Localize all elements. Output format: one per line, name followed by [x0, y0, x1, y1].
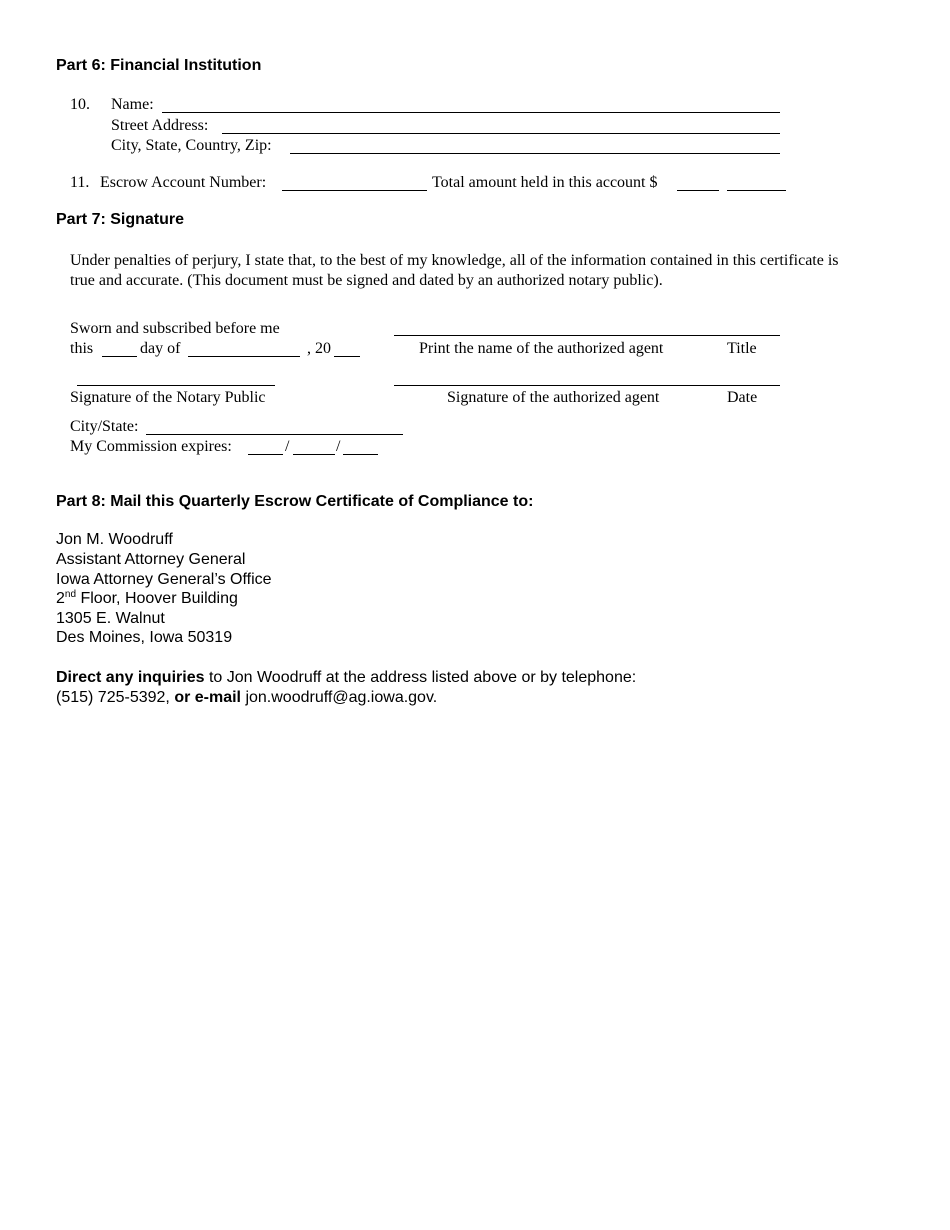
city-state-label: City/State:: [70, 418, 139, 435]
year-field[interactable]: [334, 356, 360, 357]
total-amount-cents-field[interactable]: [727, 190, 786, 191]
day-of-label: day of: [140, 340, 181, 357]
inquiries-line: [56, 668, 636, 688]
floor-suffix: nd: [64, 589, 77, 600]
part8-heading: Part 8: Mail this Quarterly Escrow Certificate of Compliance to:: [56, 493, 534, 510]
city-state-zip-label: City, State, Country, Zip:: [111, 137, 272, 154]
name-field[interactable]: [162, 112, 780, 113]
part6-heading: Part 6: Financial Institution: [56, 57, 262, 74]
print-name-label: Print the name of the authorized agent: [419, 340, 664, 357]
contact-line: [56, 688, 437, 708]
inquiries-rest: to Jon Woodruff at the address listed above or by telephone:: [204, 669, 637, 686]
item10-number: 10.: [70, 96, 90, 113]
agent-name-field[interactable]: [394, 335, 780, 336]
title-label: Title: [727, 340, 757, 357]
floor-number: 2: [56, 590, 65, 607]
perjury-statement-line1: Under penalties of perjury, I state that, to the best of my knowledge, all of the information contained in this certificate is: [70, 252, 839, 269]
month-field[interactable]: [188, 356, 300, 357]
inquiries-bold: Direct any inquiries: [56, 669, 205, 686]
sworn-subscribed-text: Sworn and subscribed before me: [70, 320, 280, 337]
contact-city: Des Moines, Iowa 50319: [56, 629, 233, 646]
commission-expires-label: My Commission expires:: [70, 438, 232, 455]
escrow-account-field[interactable]: [282, 190, 427, 191]
agent-signature-field[interactable]: [394, 385, 780, 386]
commission-day-field[interactable]: [293, 454, 335, 455]
floor-rest: Floor, Hoover Building: [76, 590, 238, 607]
total-amount-label: Total amount held in this account $: [432, 174, 658, 191]
slash-2: /: [336, 438, 341, 455]
day-field[interactable]: [102, 356, 137, 357]
contact-title: Assistant Attorney General: [56, 551, 246, 568]
escrow-account-label: Escrow Account Number:: [100, 174, 267, 191]
city-state-field[interactable]: [146, 434, 403, 435]
contact-name: Jon M. Woodruff: [56, 531, 173, 548]
email-bold: or e-mail: [174, 689, 241, 706]
name-label: Name:: [111, 96, 154, 113]
perjury-statement-line2: true and accurate. (This document must be signed and dated by an authorized notary public).: [70, 272, 663, 289]
street-address-field[interactable]: [222, 133, 780, 134]
notary-signature-field[interactable]: [77, 385, 275, 386]
commission-month-field[interactable]: [248, 454, 283, 455]
commission-year-field[interactable]: [343, 454, 378, 455]
item11-number: 11.: [70, 174, 90, 191]
contact-email[interactable]: jon.woodruff@ag.iowa.gov.: [241, 689, 438, 706]
street-address-label: Street Address:: [111, 117, 209, 134]
year-prefix: , 20: [307, 340, 331, 357]
contact-office: Iowa Attorney General’s Office: [56, 571, 272, 588]
city-state-zip-field[interactable]: [290, 153, 780, 154]
contact-phone: (515) 725-5392,: [56, 689, 175, 706]
contact-floor: [56, 589, 238, 609]
agent-signature-label: Signature of the authorized agent: [447, 389, 660, 406]
part7-heading: Part 7: Signature: [56, 211, 185, 228]
this-label: this: [70, 340, 94, 357]
total-amount-field[interactable]: [677, 190, 719, 191]
date-label: Date: [727, 389, 758, 406]
contact-street: 1305 E. Walnut: [56, 610, 165, 627]
notary-signature-label: Signature of the Notary Public: [70, 389, 266, 406]
slash-1: /: [285, 438, 290, 455]
